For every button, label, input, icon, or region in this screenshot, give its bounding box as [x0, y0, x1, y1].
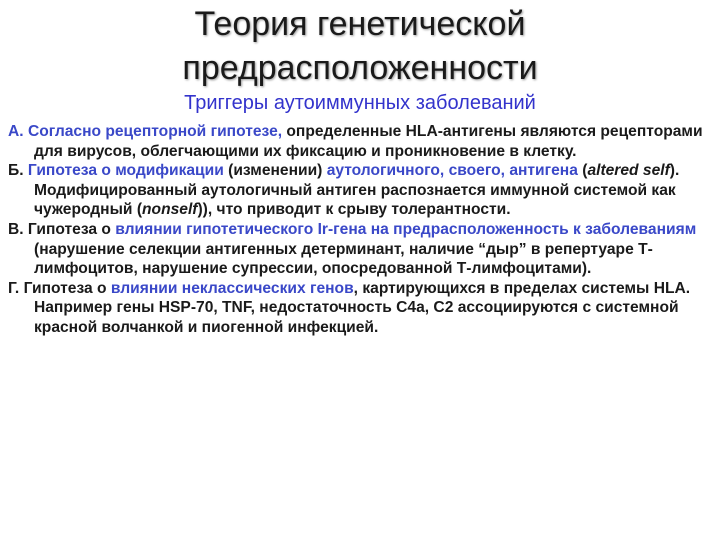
slide-title [60, 2, 660, 90]
paragraph-a-marker: А. [8, 123, 24, 140]
paragraph-b-text-3: ). Модифицированный аутологичный антиген распознается иммунной системой как чужеродный ( [34, 162, 680, 219]
title-line-2: предрасположенности [182, 49, 538, 87]
paragraph-c-highlight: влиянии гипотетического Ir-гена на предрасположенность к заболеваниям [115, 220, 697, 238]
paragraph-a-highlight: Согласно рецепторной гипотезе, [27, 123, 283, 140]
paragraph-a [6, 122, 714, 161]
paragraph-b-highlight-2: аутологичного, своего, антигена [326, 162, 578, 180]
paragraph-c [6, 220, 714, 279]
paragraph-a-text: определенные HLA-антигены являются рецепторами для вирусов, облегчающими их фиксацию и проникновение в клетку. [34, 123, 703, 160]
paragraph-b [6, 161, 714, 220]
paragraph-b-italic-2: nonself [142, 201, 198, 219]
paragraph-b-text-2: ( [577, 162, 588, 180]
paragraph-b-highlight-1: Гипотеза о модификации [27, 162, 224, 180]
paragraph-d-highlight: влиянии неклассических генов [110, 279, 354, 297]
title-line-1: Теория генетической [194, 5, 526, 43]
paragraph-d [6, 279, 714, 338]
paragraph-d-text-1: Гипотеза о [19, 279, 111, 297]
paragraph-d-marker: Г. [8, 279, 20, 297]
paragraph-b-text-1: (изменении) [223, 162, 327, 180]
paragraph-b-italic-1: altered self [587, 162, 670, 180]
paragraph-d-text-2: , картирующихся в пределах системы HLA. Например гены HSP-70, TNF, недостаточность С4а, С2 ассоциируются с системной красной волчанкой и пиогенной инфекцией. [34, 279, 691, 336]
paragraph-c-marker: В. [8, 220, 24, 238]
paragraph-c-text-1: Гипотеза о [23, 220, 116, 238]
slide-subtitle: Триггеры аутоиммунных заболеваний [184, 92, 536, 114]
paragraph-c-text-2: (нарушение селекции антигенных детерминант, наличие “дыр” в репертуаре Т-лимфоцитов, нарушение супрессии, опосредованной Т-лимфоцитами). [34, 240, 653, 278]
paragraph-b-text-4: )), что приводит к срыву толерантности. [197, 201, 511, 219]
paragraph-b-marker: Б. [8, 162, 24, 180]
slide-body [6, 122, 714, 338]
